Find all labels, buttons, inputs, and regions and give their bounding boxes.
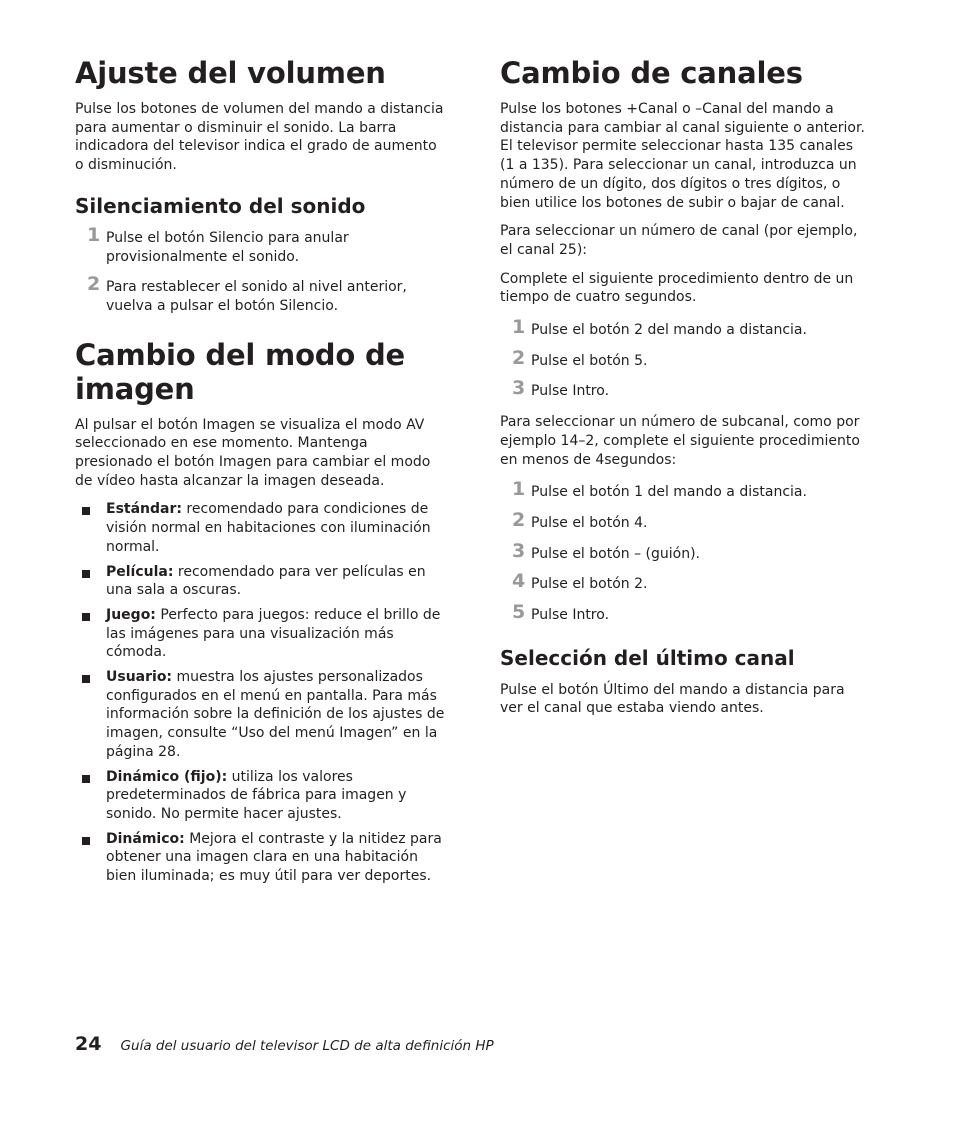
page-number: 24 [75, 1033, 102, 1055]
bullet-term: Juego: [106, 606, 156, 623]
step-subcanal-1 [500, 478, 870, 502]
bullet-square-icon [82, 507, 90, 515]
bullet-term: Usuario: [106, 669, 173, 686]
paragraph-canales-intro: Pulse los botones +Canal o –Canal del mando a distancia para cambiar al canal siguiente o anterior. El televisor permite seleccionar hasta 135 canales (1 a 135). Para seleccionar un canal, introduzca un número de un dígito, dos dígitos o tres dígitos, o bien utilice los botones de subir o bajar de canal. [500, 101, 865, 211]
bullet-square-icon [82, 837, 90, 845]
step-text: Pulse el botón 2 del mando a distancia. [531, 322, 807, 339]
right-column [500, 56, 870, 728]
bullet-item [75, 500, 445, 556]
bullet-item [75, 668, 445, 762]
step-text: Pulse el botón 5. [531, 352, 648, 369]
footer-title: Guía del usuario del televisor LCD de alta definición HP [120, 1038, 494, 1054]
step-number: 2 [512, 346, 526, 369]
step-number: 1 [512, 478, 526, 501]
step-text: Para restablecer el sonido al nivel anterior, vuelva a pulsar el botón Silencio. [106, 279, 407, 314]
step-number: 1 [512, 316, 526, 339]
bullet-item [75, 768, 445, 824]
bullet-term: Dinámico (fijo): [106, 768, 228, 785]
step-number: 1 [87, 223, 101, 246]
bullet-square-icon [82, 675, 90, 683]
paragraph-volumen: Pulse los botones de volumen del mando a distancia para aumentar o disminuir el sonido. La barra indicadora del televisor indica el grado de aumento o disminución. [75, 101, 444, 174]
step-number: 4 [512, 570, 526, 593]
bullet-text: recomendado para ver películas en una sala a oscuras. [106, 563, 426, 599]
step-number: 5 [512, 601, 526, 624]
heading-cambio-canales: Cambio de canales [500, 56, 803, 90]
step-subcanal-2 [500, 508, 870, 533]
step-number: 3 [512, 539, 526, 562]
step-number: 2 [87, 273, 101, 296]
page-footer [75, 1033, 494, 1055]
step-text: Pulse el botón – (guión). [531, 545, 701, 562]
heading-ultimo-canal: Selección del último canal [500, 645, 795, 670]
bullet-text: recomendado para condiciones de visión normal en habitaciones con iluminación normal. [106, 501, 431, 555]
step-silencio-2 [75, 273, 445, 315]
step-subcanal-3 [500, 539, 870, 564]
step-text: Pulse el botón 2. [531, 576, 648, 593]
left-column [75, 56, 445, 892]
bullet-term: Dinámico: [106, 830, 185, 847]
step-text: Pulse Intro. [531, 383, 610, 400]
heading-silenciamiento: Silenciamiento del sonido [75, 193, 366, 218]
step-text: Pulse el botón Silencio para anular provisionalmente el sonido. [106, 229, 349, 265]
bullet-text: Mejora el contraste y la nitidez para obtener una imagen clara en una habitación bien iluminada; es muy útil para ver deportes. [106, 830, 442, 885]
step-text: Pulse el botón 1 del mando a distancia. [531, 484, 807, 501]
bullet-square-icon [82, 775, 90, 783]
paragraph-canal-ejemplo: Para seleccionar un número de canal (por ejemplo, el canal 25): [500, 223, 858, 258]
step-subcanal-4 [500, 570, 870, 594]
step-text: Pulse Intro. [531, 607, 610, 624]
step-number: 3 [512, 377, 526, 400]
heading-ajuste-volumen: Ajuste del volumen [75, 56, 386, 90]
heading-cambio-modo-imagen: Cambio del modo de imagen [75, 337, 405, 406]
step-number: 2 [512, 508, 526, 531]
bullet-term: Película: [106, 563, 174, 580]
paragraph-procedimiento: Complete el siguiente procedimiento dentro de un tiempo de cuatro segundos. [500, 270, 854, 306]
step-silencio-1 [75, 223, 445, 266]
paragraph-subcanal: Para seleccionar un número de subcanal, como por ejemplo 14–2, complete el siguiente procedimiento en menos de 4segundos: [500, 414, 860, 468]
step-canal-1 [500, 316, 870, 340]
bullet-text: muestra los ajustes personalizados configurados en el menú en pantalla. Para más información sobre la definición de los ajustes de imagen, consulte “Uso del menú Imagen” en la página 28. [106, 669, 445, 760]
paragraph-ultimo-canal: Pulse el botón Último del mando a distancia para ver el canal que estaba viendo antes. [500, 681, 845, 717]
bullet-item [75, 563, 445, 600]
bullet-text: Perfecto para juegos: reduce el brillo de las imágenes para una visualización más cómoda. [106, 606, 441, 661]
bullet-term: Estándar: [106, 501, 182, 518]
step-canal-2 [500, 346, 870, 371]
paragraph-modo-imagen: Al pulsar el botón Imagen se visualiza el modo AV seleccionado en ese momento. Mantenga presionado el botón Imagen para cambiar el modo de vídeo hasta alcanzar la imagen deseada. [75, 416, 431, 489]
bullet-item [75, 606, 445, 662]
bullet-item [75, 830, 445, 886]
bullet-text: utiliza los valores predeterminados de fábrica para imagen y sonido. No permite hacer ajustes. [106, 768, 407, 822]
step-text: Pulse el botón 4. [531, 514, 648, 531]
step-subcanal-5 [500, 601, 870, 625]
step-canal-3 [500, 377, 870, 401]
bullet-square-icon [82, 570, 90, 578]
bullet-square-icon [82, 613, 90, 621]
